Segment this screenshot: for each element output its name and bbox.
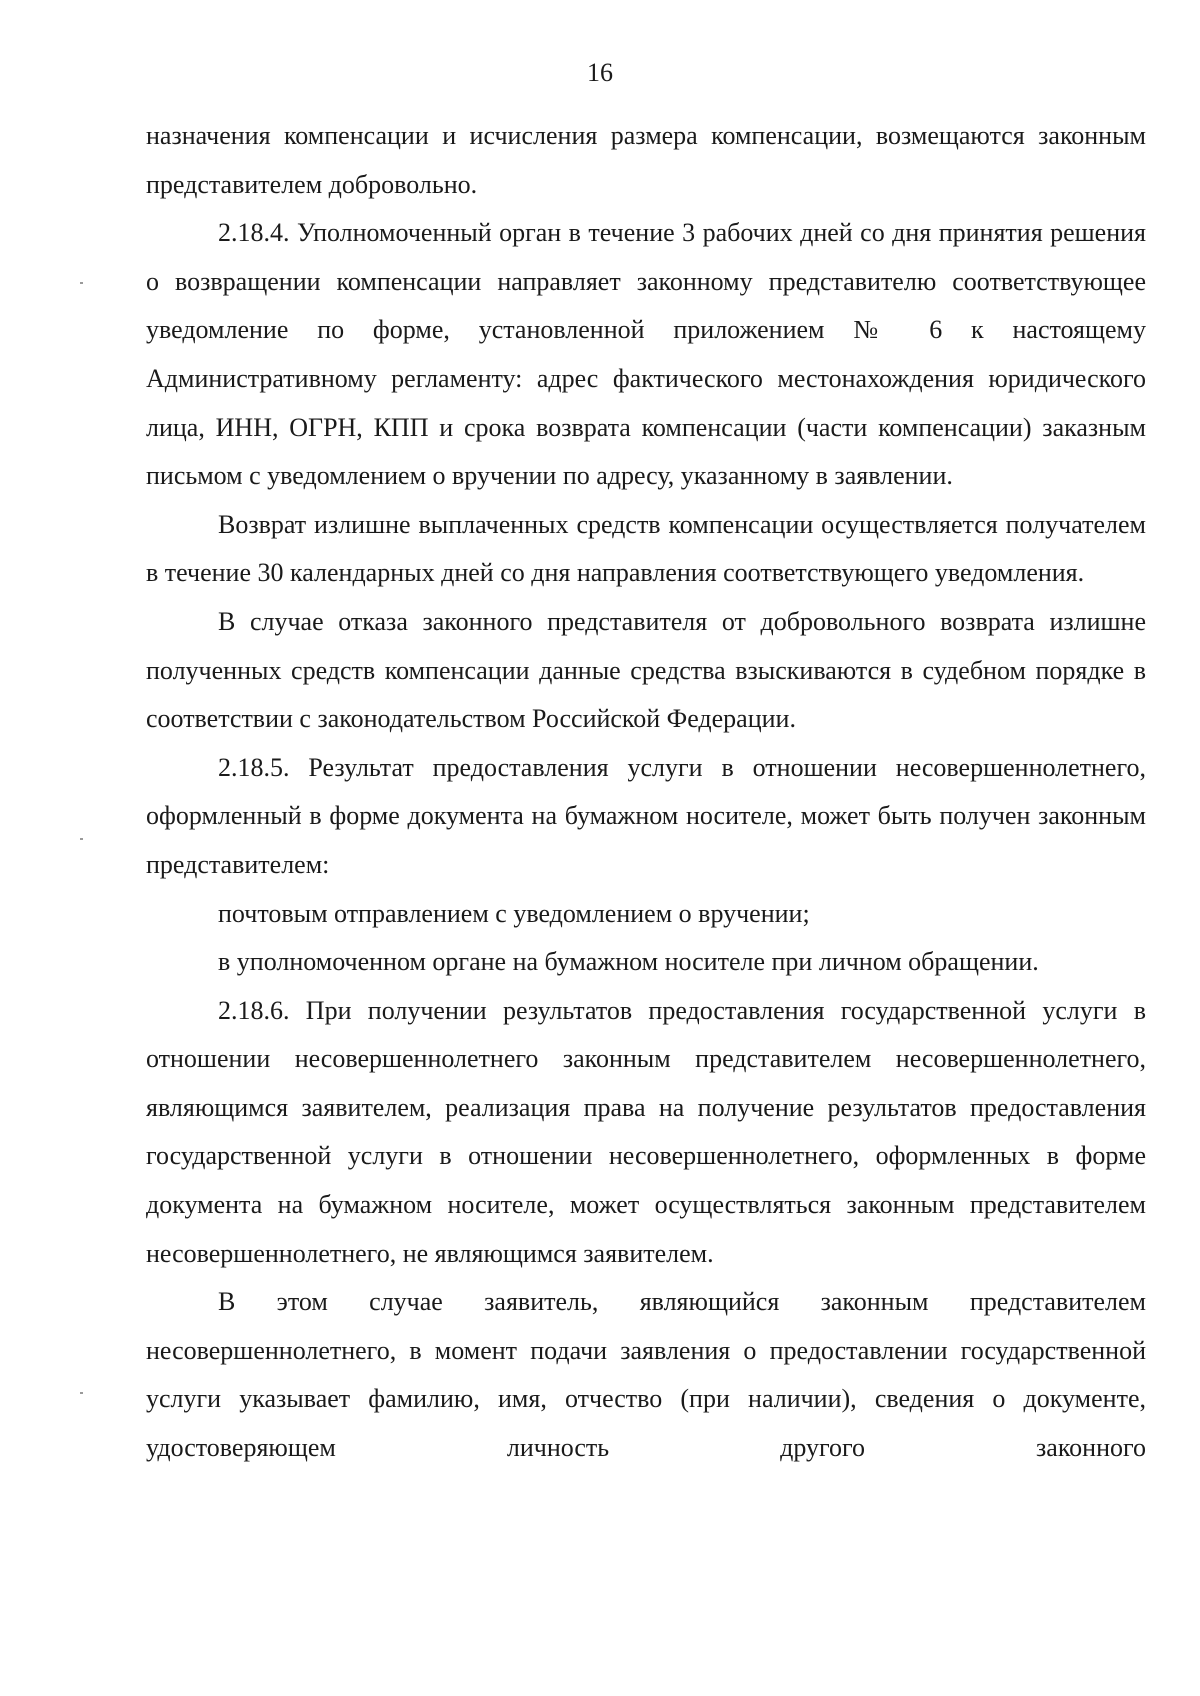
list-item-postal-delivery: почтовым отправлением с уведомлением о вручении; xyxy=(218,898,810,928)
paragraph-refund-term: Возврат излишне выплаченных средств компенсации осуществляется получателем в течение 30 календарных дней со дня направления соответствующего уведомления. xyxy=(146,509,1146,588)
scan-mark xyxy=(80,838,83,840)
paragraph-2-18-4: 2.18.4. Уполномоченный орган в течение 3 рабочих дней со дня принятия решения о возвращении компенсации направляет законному представителю соответствующее уведомление по форме, установленной приложением № 6 к настоящему Административному регламенту: адрес фактического местонахождения юридического лица, ИНН, ОГРН, КПП и срока возврата компенсации (части компенсации) заказным письмом с уведомлением о вручении по адресу, указанному в заявлении. xyxy=(146,218,1146,491)
list-item-in-person: в уполномоченном органе на бумажном носителе при личном обращении. xyxy=(218,947,1039,977)
paragraph-continuation: назначения компенсации и исчисления размера компенсации, возмещаются законным представителем добровольно. xyxy=(146,121,1146,199)
document-body xyxy=(146,112,1146,1473)
paragraph-refusal-case: В случае отказа законного представителя от добровольного возврата излишне полученных средств компенсации данные средства взыскиваются в судебном порядке в соответствии с законодательством Российской Федерации. xyxy=(146,606,1146,734)
scan-mark xyxy=(80,1392,83,1394)
paragraph-applicant-case: В этом случае заявитель, являющийся законным представителем несовершеннолетнего, в момент подачи заявления о предоставлении государственной услуги указывает фамилию, имя, отчество (при наличии), сведения о документе, удостоверяющем личность другого законного xyxy=(146,1287,1146,1463)
scan-mark xyxy=(80,282,83,284)
paragraph-2-18-5: 2.18.5. Результат предоставления услуги в отношении несовершеннолетнего, оформленный в форме документа на бумажном носителе, может быть получен законным представителем: xyxy=(146,752,1146,879)
page-number: 16 xyxy=(587,58,613,87)
paragraph-2-18-6: 2.18.6. При получении результатов предоставления государственной услуги в отношении несовершеннолетнего законным представителем несовершеннолетнего, являющимся заявителем, реализация права на получение результатов предоставления государственной услуги в отношении несовершеннолетнего, оформленных в форме документа на бумажном носителе, может осуществляться законным представителем несовершеннолетнего, не являющимся заявителем. xyxy=(146,995,1146,1268)
